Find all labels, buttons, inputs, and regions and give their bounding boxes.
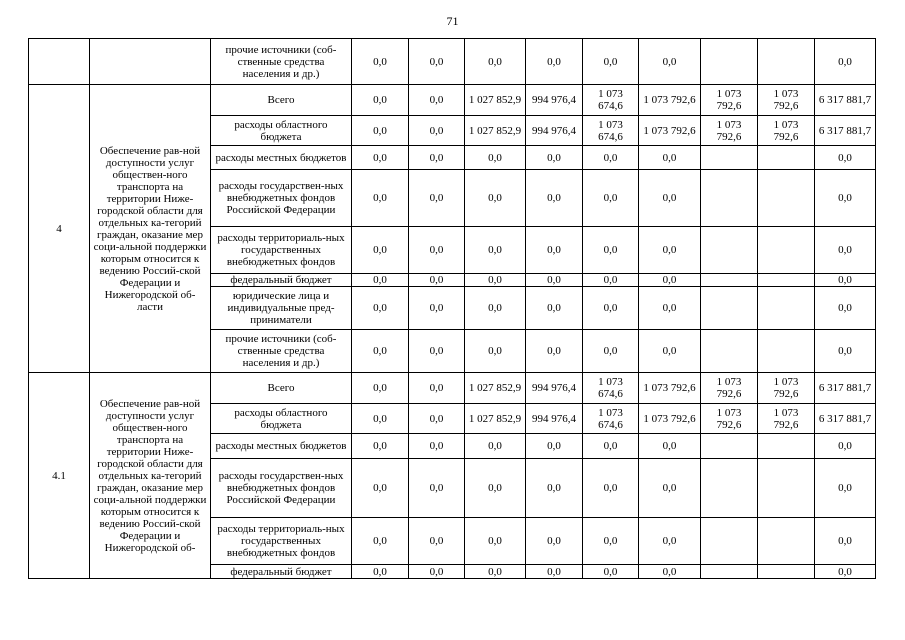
value-cell bbox=[701, 146, 758, 170]
table-row bbox=[29, 373, 876, 404]
value-cell: 0,0 bbox=[583, 565, 639, 579]
value-cell: 1 073 674,6 bbox=[583, 116, 639, 146]
value-cell: 0,0 bbox=[815, 227, 876, 274]
value-cell: 0,0 bbox=[465, 39, 526, 85]
value-cell: 1 073 674,6 bbox=[583, 85, 639, 116]
value-cell: 0,0 bbox=[465, 227, 526, 274]
index-cell bbox=[29, 39, 90, 85]
value-cell: 0,0 bbox=[409, 404, 465, 434]
value-cell: 0,0 bbox=[639, 434, 701, 459]
value-cell bbox=[758, 518, 815, 565]
table-row bbox=[29, 39, 876, 85]
value-cell: 0,0 bbox=[409, 434, 465, 459]
source-cell: юридические лица и индивидуальные пред-приниматели bbox=[211, 287, 352, 330]
value-cell: 0,0 bbox=[583, 287, 639, 330]
value-cell: 1 073 674,6 bbox=[583, 373, 639, 404]
value-cell: 0,0 bbox=[815, 518, 876, 565]
value-cell: 0,0 bbox=[409, 170, 465, 227]
value-cell bbox=[758, 170, 815, 227]
value-cell: 0,0 bbox=[352, 85, 409, 116]
value-cell: 0,0 bbox=[583, 39, 639, 85]
value-cell: 1 073 792,6 bbox=[758, 116, 815, 146]
value-cell: 0,0 bbox=[526, 459, 583, 518]
funding-table bbox=[28, 38, 876, 579]
value-cell: 0,0 bbox=[352, 287, 409, 330]
value-cell: 0,0 bbox=[352, 170, 409, 227]
value-cell: 994 976,4 bbox=[526, 373, 583, 404]
value-cell: 0,0 bbox=[583, 227, 639, 274]
value-cell: 0,0 bbox=[465, 287, 526, 330]
value-cell: 0,0 bbox=[409, 85, 465, 116]
value-cell: 1 073 792,6 bbox=[639, 85, 701, 116]
source-cell: расходы местных бюджетов bbox=[211, 146, 352, 170]
value-cell: 1 073 792,6 bbox=[639, 116, 701, 146]
value-cell: 0,0 bbox=[465, 170, 526, 227]
block-description-cell: Обеспечение рав-ной доступности услуг обществен-ного транспорта на территории Ниже-городской области для отдельных ка-тегорий граждан, оказание мер соци-альной поддержки которым относится к ведению Россий-ской Федерации и Нижегородской об-ласти bbox=[90, 85, 211, 373]
value-cell: 0,0 bbox=[465, 518, 526, 565]
value-cell: 0,0 bbox=[815, 274, 876, 287]
value-cell: 0,0 bbox=[352, 565, 409, 579]
value-cell: 0,0 bbox=[583, 330, 639, 373]
value-cell: 0,0 bbox=[465, 274, 526, 287]
source-cell: расходы местных бюджетов bbox=[211, 434, 352, 459]
value-cell: 0,0 bbox=[815, 565, 876, 579]
source-cell: прочие источники (соб-ственные средства населения и др.) bbox=[211, 330, 352, 373]
value-cell: 1 027 852,9 bbox=[465, 373, 526, 404]
value-cell: 0,0 bbox=[639, 330, 701, 373]
value-cell: 0,0 bbox=[409, 287, 465, 330]
value-cell: 0,0 bbox=[583, 170, 639, 227]
value-cell: 0,0 bbox=[465, 330, 526, 373]
value-cell: 0,0 bbox=[526, 39, 583, 85]
value-cell: 0,0 bbox=[409, 146, 465, 170]
value-cell bbox=[758, 434, 815, 459]
value-cell: 0,0 bbox=[583, 459, 639, 518]
value-cell: 0,0 bbox=[352, 459, 409, 518]
value-cell bbox=[758, 330, 815, 373]
value-cell bbox=[758, 227, 815, 274]
value-cell: 0,0 bbox=[639, 518, 701, 565]
value-cell: 0,0 bbox=[815, 146, 876, 170]
value-cell: 0,0 bbox=[526, 434, 583, 459]
value-cell: 0,0 bbox=[465, 146, 526, 170]
value-cell: 0,0 bbox=[409, 39, 465, 85]
value-cell: 0,0 bbox=[526, 227, 583, 274]
value-cell: 0,0 bbox=[639, 39, 701, 85]
value-cell: 0,0 bbox=[409, 116, 465, 146]
value-cell: 1 073 792,6 bbox=[701, 85, 758, 116]
value-cell: 1 073 792,6 bbox=[758, 85, 815, 116]
value-cell: 0,0 bbox=[409, 459, 465, 518]
value-cell: 1 073 792,6 bbox=[758, 373, 815, 404]
value-cell bbox=[701, 518, 758, 565]
value-cell: 994 976,4 bbox=[526, 85, 583, 116]
value-cell: 1 027 852,9 bbox=[465, 116, 526, 146]
value-cell: 0,0 bbox=[352, 330, 409, 373]
source-cell: расходы территориаль-ных государственных внебюджетных фондов bbox=[211, 518, 352, 565]
value-cell: 0,0 bbox=[526, 274, 583, 287]
value-cell: 0,0 bbox=[639, 287, 701, 330]
value-cell: 0,0 bbox=[409, 373, 465, 404]
source-cell: расходы государствен-ных внебюджетных фондов Российской Федерации bbox=[211, 459, 352, 518]
source-cell: федеральный бюджет bbox=[211, 565, 352, 579]
value-cell: 0,0 bbox=[352, 404, 409, 434]
value-cell: 1 073 792,6 bbox=[701, 116, 758, 146]
source-cell: расходы областного бюджета bbox=[211, 116, 352, 146]
value-cell: 0,0 bbox=[639, 459, 701, 518]
value-cell: 0,0 bbox=[352, 39, 409, 85]
value-cell bbox=[701, 227, 758, 274]
value-cell bbox=[701, 434, 758, 459]
value-cell: 0,0 bbox=[526, 170, 583, 227]
value-cell: 1 027 852,9 bbox=[465, 85, 526, 116]
value-cell: 0,0 bbox=[465, 434, 526, 459]
value-cell bbox=[701, 459, 758, 518]
source-cell: расходы государствен-ных внебюджетных фондов Российской Федерации bbox=[211, 170, 352, 227]
value-cell bbox=[758, 565, 815, 579]
value-cell bbox=[701, 170, 758, 227]
value-cell: 0,0 bbox=[352, 227, 409, 274]
source-cell: прочие источники (соб-ственные средства населения и др.) bbox=[211, 39, 352, 85]
value-cell bbox=[701, 330, 758, 373]
value-cell: 0,0 bbox=[352, 434, 409, 459]
value-cell: 6 317 881,7 bbox=[815, 85, 876, 116]
value-cell: 1 073 792,6 bbox=[758, 404, 815, 434]
value-cell: 0,0 bbox=[465, 459, 526, 518]
value-cell: 1 027 852,9 bbox=[465, 404, 526, 434]
value-cell: 0,0 bbox=[583, 518, 639, 565]
value-cell: 1 073 792,6 bbox=[639, 373, 701, 404]
value-cell bbox=[758, 459, 815, 518]
value-cell: 0,0 bbox=[815, 287, 876, 330]
value-cell bbox=[758, 274, 815, 287]
value-cell bbox=[701, 287, 758, 330]
value-cell: 1 073 674,6 bbox=[583, 404, 639, 434]
value-cell: 0,0 bbox=[815, 39, 876, 85]
value-cell: 0,0 bbox=[409, 565, 465, 579]
value-cell: 0,0 bbox=[409, 274, 465, 287]
source-cell: Всего bbox=[211, 373, 352, 404]
value-cell: 994 976,4 bbox=[526, 404, 583, 434]
block-index-cell: 4 bbox=[29, 85, 90, 373]
value-cell bbox=[701, 39, 758, 85]
value-cell: 6 317 881,7 bbox=[815, 404, 876, 434]
value-cell: 0,0 bbox=[352, 274, 409, 287]
source-cell: Всего bbox=[211, 85, 352, 116]
value-cell: 0,0 bbox=[409, 330, 465, 373]
value-cell: 0,0 bbox=[526, 146, 583, 170]
value-cell: 0,0 bbox=[639, 274, 701, 287]
value-cell: 0,0 bbox=[583, 274, 639, 287]
value-cell: 0,0 bbox=[526, 287, 583, 330]
value-cell: 0,0 bbox=[639, 170, 701, 227]
value-cell: 0,0 bbox=[526, 518, 583, 565]
value-cell: 0,0 bbox=[526, 565, 583, 579]
value-cell bbox=[701, 274, 758, 287]
value-cell: 0,0 bbox=[352, 146, 409, 170]
table-row bbox=[29, 85, 876, 116]
value-cell: 0,0 bbox=[639, 227, 701, 274]
value-cell: 0,0 bbox=[526, 330, 583, 373]
value-cell: 0,0 bbox=[409, 518, 465, 565]
value-cell: 0,0 bbox=[352, 116, 409, 146]
value-cell bbox=[758, 287, 815, 330]
value-cell: 994 976,4 bbox=[526, 116, 583, 146]
value-cell: 0,0 bbox=[639, 565, 701, 579]
value-cell: 0,0 bbox=[815, 459, 876, 518]
value-cell: 0,0 bbox=[465, 565, 526, 579]
value-cell: 0,0 bbox=[583, 434, 639, 459]
value-cell: 6 317 881,7 bbox=[815, 373, 876, 404]
value-cell: 1 073 792,6 bbox=[701, 404, 758, 434]
value-cell bbox=[701, 565, 758, 579]
block-description-cell: Обеспечение рав-ной доступности услуг обществен-ного транспорта на территории Ниже-городской области для отдельных ка-тегорий граждан, оказание мер соци-альной поддержки которым относится к ведению Россий-ской Федерации и Нижегородской об- bbox=[90, 373, 211, 579]
value-cell: 1 073 792,6 bbox=[701, 373, 758, 404]
description-cell bbox=[90, 39, 211, 85]
value-cell: 0,0 bbox=[352, 373, 409, 404]
value-cell: 6 317 881,7 bbox=[815, 116, 876, 146]
value-cell: 0,0 bbox=[815, 170, 876, 227]
source-cell: расходы областного бюджета bbox=[211, 404, 352, 434]
value-cell: 0,0 bbox=[409, 227, 465, 274]
value-cell bbox=[758, 146, 815, 170]
value-cell: 1 073 792,6 bbox=[639, 404, 701, 434]
source-cell: расходы территориаль-ных государственных внебюджетных фондов bbox=[211, 227, 352, 274]
value-cell: 0,0 bbox=[815, 434, 876, 459]
source-cell: федеральный бюджет bbox=[211, 274, 352, 287]
block-index-cell: 4.1 bbox=[29, 373, 90, 579]
value-cell: 0,0 bbox=[639, 146, 701, 170]
value-cell bbox=[758, 39, 815, 85]
value-cell: 0,0 bbox=[583, 146, 639, 170]
value-cell: 0,0 bbox=[352, 518, 409, 565]
page-number: 71 bbox=[446, 14, 459, 28]
value-cell: 0,0 bbox=[815, 330, 876, 373]
